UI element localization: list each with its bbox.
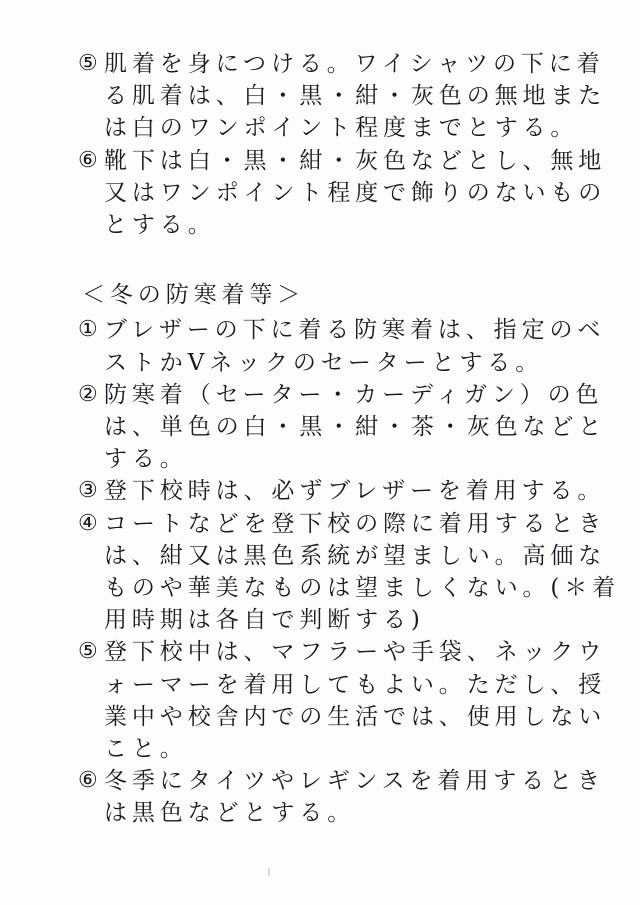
section-gap xyxy=(78,241,598,279)
text-line: 防寒着（セーター・カーディガン）の色 xyxy=(104,381,604,408)
section-heading: ＜冬の防寒着等＞ xyxy=(82,282,306,309)
rule-item-winter-5 xyxy=(78,636,607,765)
rule-item-winter-1 xyxy=(78,314,606,378)
text-line: 冬季にタイツやレギンスを着用するとき xyxy=(104,768,605,795)
item-number: ⑥ xyxy=(78,147,98,173)
rules-text xyxy=(78,48,621,830)
item-number: ③ xyxy=(78,478,98,504)
item-text xyxy=(104,765,605,829)
rule-item-winter-6 xyxy=(78,765,605,829)
item-text xyxy=(104,636,606,765)
rule-item-winter-4 xyxy=(78,508,621,637)
item-text xyxy=(104,48,606,145)
text-line: とする。 xyxy=(104,212,216,239)
scan-speck xyxy=(268,868,270,876)
text-line: 又はワンポイント程度で飾りのないもの xyxy=(104,179,607,206)
text-line: は、単色の白・黒・紺・茶・灰色などと xyxy=(104,414,607,441)
rule-item-socks xyxy=(78,145,607,242)
text-line: 靴下は白・黒・紺・灰色などとし、無地 xyxy=(104,147,607,174)
item-number: ④ xyxy=(78,510,98,536)
text-line: は、紺又は黒色系統が望ましい。高価な xyxy=(104,542,607,569)
text-line: ものや華美なものは望ましくない。(＊着 xyxy=(104,575,621,602)
rule-item-winter-3 xyxy=(78,475,606,507)
text-line: 登下校時は、必ずブレザーを着用する。 xyxy=(104,478,606,505)
rule-item-winter-2 xyxy=(78,379,607,476)
text-line: ォーマーを着用してもよい。ただし、授 xyxy=(104,671,607,698)
item-text xyxy=(104,475,605,507)
item-text xyxy=(104,508,620,637)
item-number: ⑤ xyxy=(78,639,98,665)
text-line: る肌着は、白・黒・紺・灰色の無地また xyxy=(104,83,607,110)
text-line: コートなどを登下校の際に着用するとき xyxy=(104,510,607,537)
rule-item-underwear xyxy=(78,48,607,145)
item-text xyxy=(104,314,605,378)
text-line: する。 xyxy=(104,446,188,473)
text-line: ブレザーの下に着る防寒着は、指定のベ xyxy=(104,317,606,344)
item-number: ⑤ xyxy=(78,51,98,76)
item-text xyxy=(104,379,606,476)
text-line: 用時期は各自で判断する) xyxy=(104,607,425,634)
text-line: 業中や校舎内での生活では、使用しない xyxy=(104,703,607,730)
text-line: 肌着を身につける。ワイシャツの下に着 xyxy=(104,51,605,77)
item-number: ② xyxy=(78,381,98,407)
text-line: ストかVネックのセーターとする。 xyxy=(104,349,544,376)
text-line: は白のワンポイント程度までとする。 xyxy=(104,115,579,142)
item-text xyxy=(104,145,606,242)
text-line: 登下校中は、マフラーや手袋、ネックウ xyxy=(104,639,607,666)
item-number: ⑥ xyxy=(78,768,98,794)
item-number: ① xyxy=(78,317,98,343)
text-line: こと。 xyxy=(104,736,188,763)
text-line: は黒色などとする。 xyxy=(104,800,356,827)
